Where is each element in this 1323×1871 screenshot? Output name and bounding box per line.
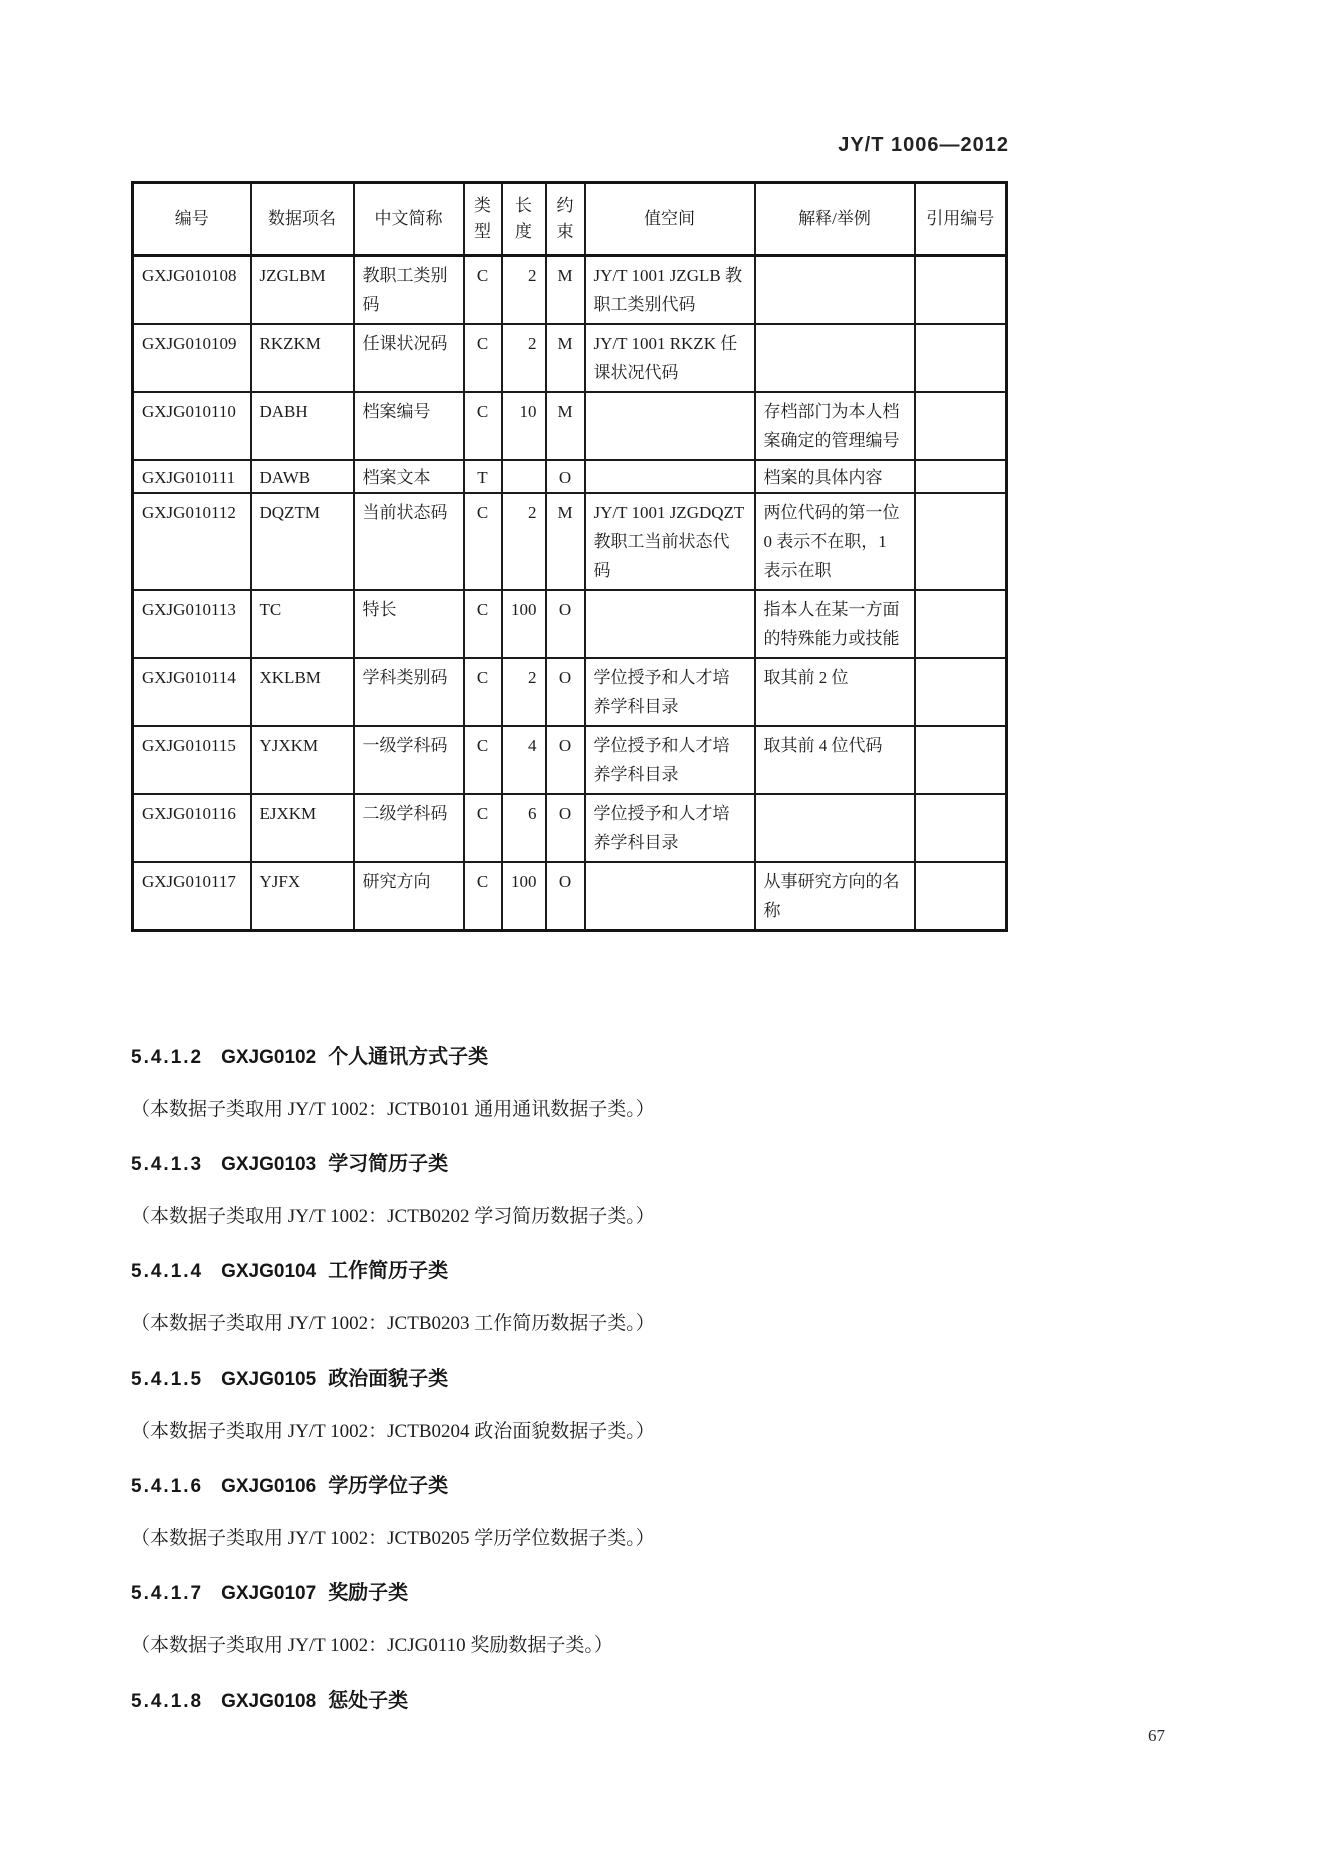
section-title: 政治面貌子类: [328, 1368, 449, 1390]
table-cell: GXJG010114: [133, 658, 251, 726]
section-code: GXJG0105: [221, 1369, 317, 1390]
section-heading: [131, 1684, 408, 1713]
section-note: （本数据子类取用 JY/T 1002：JCTB0203 工作简历数据子类。）: [131, 1313, 655, 1334]
section-number: 5.4.1.6: [131, 1476, 204, 1497]
table-row: [133, 392, 1007, 460]
table-cell: 任课状况码: [354, 324, 464, 392]
table-cell: C: [464, 590, 502, 658]
table-header-row: [133, 183, 1007, 256]
table-cell: O: [546, 590, 585, 658]
table-cell: JZGLBM: [251, 256, 354, 325]
table-cell: 6: [502, 794, 546, 862]
table-header: [133, 183, 1007, 256]
table-cell: 两位代码的第一位 0 表示不在职，1 表示在职: [755, 493, 915, 590]
section-code: GXJG0104: [221, 1261, 317, 1282]
table-cell: M: [546, 256, 585, 325]
table-cell: [915, 794, 1007, 862]
section-note: （本数据子类取用 JY/T 1002：JCTB0101 通用通讯数据子类。）: [131, 1099, 655, 1120]
table-cell: 档案的具体内容: [755, 460, 915, 493]
table-cell: 当前状态码: [354, 493, 464, 590]
table-row: [133, 590, 1007, 658]
table-cell: M: [546, 493, 585, 590]
section-title: 个人通讯方式子类: [328, 1046, 489, 1068]
section-code: GXJG0107: [221, 1583, 317, 1604]
table-cell: M: [546, 392, 585, 460]
section-number: 5.4.1.3: [131, 1154, 204, 1175]
table-row: [133, 256, 1007, 325]
table-cell: [755, 794, 915, 862]
table-cell: 2: [502, 493, 546, 590]
section-title: 学习简历子类: [328, 1153, 449, 1175]
table-cell: [915, 460, 1007, 493]
table-cell: [915, 256, 1007, 325]
table-cell: 学位授予和人才培养学科目录: [585, 658, 755, 726]
table-cell: O: [546, 862, 585, 931]
table-cell: 2: [502, 658, 546, 726]
section-heading: [131, 1254, 448, 1283]
table-cell: GXJG010112: [133, 493, 251, 590]
table-cell: 取其前 4 位代码: [755, 726, 915, 794]
table-cell: [915, 862, 1007, 931]
table-cell: [585, 862, 755, 931]
table-cell: 取其前 2 位: [755, 658, 915, 726]
table-cell: 研究方向: [354, 862, 464, 931]
table-cell: C: [464, 658, 502, 726]
section-title: 学历学位子类: [328, 1475, 449, 1497]
table-row: [133, 726, 1007, 794]
table-cell: C: [464, 862, 502, 931]
table-cell: [755, 256, 915, 325]
column-header: 约束: [546, 183, 585, 256]
column-header: 数据项名: [251, 183, 354, 256]
table-cell: DQZTM: [251, 493, 354, 590]
section-heading: [131, 1469, 448, 1498]
table-cell: 100: [502, 862, 546, 931]
column-header: 长度: [502, 183, 546, 256]
table-cell: [915, 392, 1007, 460]
table-row: [133, 493, 1007, 590]
table-cell: O: [546, 460, 585, 493]
section-note: （本数据子类取用 JY/T 1002：JCTB0202 学习简历数据子类。）: [131, 1206, 655, 1227]
table-cell: [585, 460, 755, 493]
section-number: 5.4.1.7: [131, 1583, 204, 1604]
table-cell: 特长: [354, 590, 464, 658]
column-header: 解释/举例: [755, 183, 915, 256]
table-cell: [502, 460, 546, 493]
table-cell: 存档部门为本人档案确定的管理编号: [755, 392, 915, 460]
section-note: （本数据子类取用 JY/T 1002：JCTB0204 政治面貌数据子类。）: [131, 1421, 655, 1442]
table-cell: 档案文本: [354, 460, 464, 493]
table-cell: GXJG010111: [133, 460, 251, 493]
table-row: [133, 460, 1007, 493]
table-cell: 100: [502, 590, 546, 658]
column-header: 值空间: [585, 183, 755, 256]
table-cell: DABH: [251, 392, 354, 460]
table-cell: EJXKM: [251, 794, 354, 862]
column-header: 类型: [464, 183, 502, 256]
column-header: 引用编号: [915, 183, 1007, 256]
table-cell: 学科类别码: [354, 658, 464, 726]
table-row: [133, 658, 1007, 726]
table-cell: C: [464, 726, 502, 794]
table-row: [133, 324, 1007, 392]
section-title: 惩处子类: [328, 1690, 409, 1712]
table-body: [133, 256, 1007, 931]
table-cell: 10: [502, 392, 546, 460]
table-row: [133, 862, 1007, 931]
table-cell: RKZKM: [251, 324, 354, 392]
table-cell: TC: [251, 590, 354, 658]
table-cell: 学位授予和人才培养学科目录: [585, 794, 755, 862]
table-cell: C: [464, 392, 502, 460]
table-cell: [755, 324, 915, 392]
data-items-table: [131, 181, 1008, 932]
table-cell: C: [464, 324, 502, 392]
table-cell: [915, 324, 1007, 392]
table-cell: GXJG010116: [133, 794, 251, 862]
table-cell: JY/T 1001 RKZK 任课状况代码: [585, 324, 755, 392]
table-cell: 二级学科码: [354, 794, 464, 862]
table-cell: [585, 392, 755, 460]
column-header: 中文简称: [354, 183, 464, 256]
table-cell: [585, 590, 755, 658]
table-cell: GXJG010115: [133, 726, 251, 794]
section-number: 5.4.1.8: [131, 1691, 204, 1712]
table-cell: O: [546, 726, 585, 794]
table-cell: O: [546, 794, 585, 862]
section-heading: [131, 1147, 448, 1176]
table-cell: [915, 493, 1007, 590]
column-header: 编号: [133, 183, 251, 256]
table-cell: JY/T 1001 JZGLB 教职工类别代码: [585, 256, 755, 325]
table-cell: JY/T 1001 JZGDQZT 教职工当前状态代码: [585, 493, 755, 590]
table-cell: 档案编号: [354, 392, 464, 460]
section-number: 5.4.1.5: [131, 1369, 204, 1390]
table-cell: 2: [502, 256, 546, 325]
table-cell: T: [464, 460, 502, 493]
table-cell: GXJG010117: [133, 862, 251, 931]
section-heading: [131, 1576, 408, 1605]
section-number: 5.4.1.4: [131, 1261, 204, 1282]
section-note: （本数据子类取用 JY/T 1002：JCJG0110 奖励数据子类。）: [131, 1635, 613, 1656]
table-cell: 指本人在某一方面的特殊能力或技能: [755, 590, 915, 658]
table-cell: [915, 658, 1007, 726]
table-cell: GXJG010110: [133, 392, 251, 460]
section-heading: [131, 1040, 488, 1069]
table-cell: 2: [502, 324, 546, 392]
section-heading: [131, 1362, 448, 1391]
table-cell: C: [464, 794, 502, 862]
section-title: 工作简历子类: [328, 1260, 449, 1282]
standard-code-header: JY/T 1006—2012: [838, 134, 1009, 156]
table-cell: [915, 726, 1007, 794]
section-code: GXJG0106: [221, 1476, 317, 1497]
table-cell: YJXKM: [251, 726, 354, 794]
section-code: GXJG0103: [221, 1154, 317, 1175]
table-cell: GXJG010113: [133, 590, 251, 658]
table-cell: [915, 590, 1007, 658]
table-cell: 4: [502, 726, 546, 794]
table-cell: C: [464, 256, 502, 325]
table-cell: GXJG010109: [133, 324, 251, 392]
section-note: （本数据子类取用 JY/T 1002：JCTB0205 学历学位数据子类。）: [131, 1528, 655, 1549]
section-code: GXJG0102: [221, 1047, 317, 1068]
table-cell: C: [464, 493, 502, 590]
table-row: [133, 794, 1007, 862]
table-cell: 学位授予和人才培养学科目录: [585, 726, 755, 794]
table-cell: 一级学科码: [354, 726, 464, 794]
section-title: 奖励子类: [328, 1582, 409, 1604]
section-code: GXJG0108: [221, 1691, 317, 1712]
table-cell: M: [546, 324, 585, 392]
section-number: 5.4.1.2: [131, 1047, 204, 1068]
table-cell: O: [546, 658, 585, 726]
table-cell: XKLBM: [251, 658, 354, 726]
table-cell: GXJG010108: [133, 256, 251, 325]
page-number: 67: [1148, 1726, 1165, 1745]
table-cell: YJFX: [251, 862, 354, 931]
table-cell: 从事研究方向的名称: [755, 862, 915, 931]
table-cell: DAWB: [251, 460, 354, 493]
table-cell: 教职工类别码: [354, 256, 464, 325]
